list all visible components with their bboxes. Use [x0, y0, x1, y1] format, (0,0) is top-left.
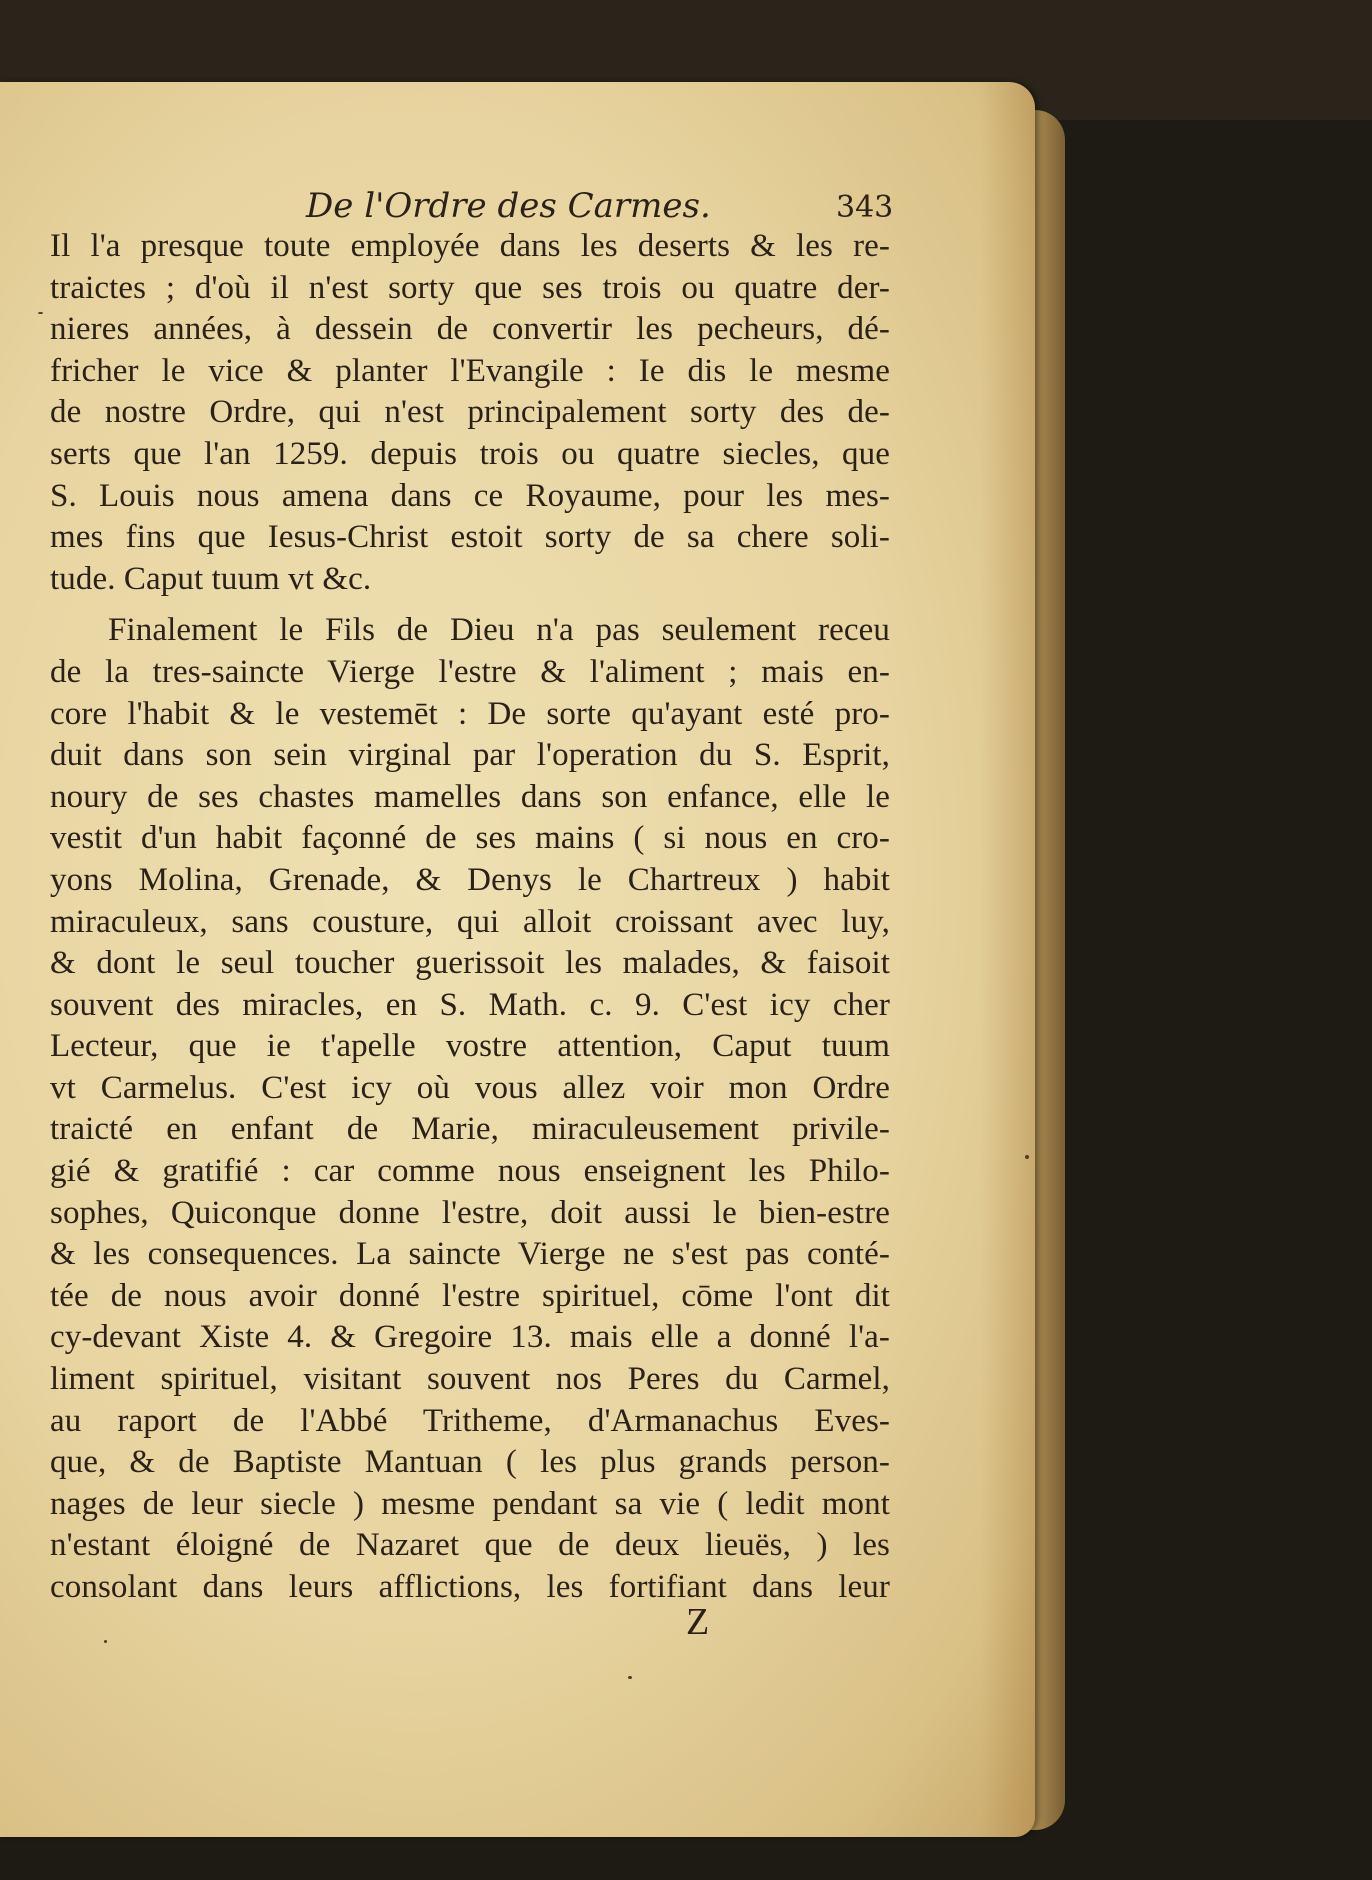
text-line: duit dans son sein virginal par l'operation du S. Esprit, [50, 737, 890, 774]
text-line: vt Carmelus. C'est icy où vous allez voir mon Ordre [50, 1069, 890, 1106]
text-line: n'estant éloigné de Nazaret que de deux lieuës, ) les [50, 1527, 890, 1564]
text-line: nages de leur siecle ) mesme pendant sa vie ( ledit mont [50, 1485, 890, 1522]
text-line: cy-devant Xiste 4. & Gregoire 13. mais elle a donné l'a- [50, 1319, 890, 1356]
text-line: Il l'a presque toute employée dans les deserts & les re- [50, 228, 890, 264]
text-line: miraculeux, sans cousture, qui alloit croissant avec luy, [50, 903, 890, 940]
text-line: noury de ses chastes mamelles dans son enfance, elle le [50, 778, 890, 815]
text-line: au raport de l'Abbé Tritheme, d'Armanachus Eves- [50, 1402, 890, 1439]
text-line: nieres années, à dessein de convertir les pecheurs, dé- [50, 311, 890, 348]
text-line: liment spirituel, visitant souvent nos Peres du Carmel, [50, 1361, 890, 1398]
text-line: gié & gratifié : car comme nous enseignent les Philo- [50, 1153, 890, 1190]
text-line: Lecteur, que ie t'apelle vostre attention, Caput tuum [50, 1028, 890, 1065]
text-line: tude. Caput tuum vt &c. [50, 560, 372, 597]
text-line: fricher le vice & planter l'Evangile : Ie dis le mesme [50, 352, 890, 389]
ink-speck [38, 312, 43, 314]
text-line: traicté en enfant de Marie, miraculeusement privile- [50, 1111, 890, 1148]
text-line: souvent des miracles, en S. Math. c. 9. C'est icy cher [50, 986, 890, 1023]
body-text [50, 226, 890, 1609]
text-line: consolant dans leurs afflictions, les fortifiant dans leur [50, 1569, 890, 1605]
text-line: que, & de Baptiste Mantuan ( les plus grands person- [50, 1444, 890, 1481]
text-line: S. Louis nous amena dans ce Royaume, pour les mes- [50, 477, 890, 514]
text-line: sophes, Quiconque donne l'estre, doit aussi le bien-estre [50, 1194, 890, 1231]
text-line: de nostre Ordre, qui n'est principalement sorty des de- [50, 394, 890, 431]
running-title: De l'Ordre des Carmes. [306, 186, 711, 226]
page-number: 343 [836, 190, 894, 225]
text-line: & les consequences. La saincte Vierge ne s'est pas conté- [50, 1236, 890, 1273]
text-line: core l'habit & le vestemēt : De sorte qu'ayant esté pro- [50, 695, 890, 732]
text-line: mes fins que Iesus-Christ estoit sorty de sa chere soli- [50, 519, 890, 556]
text-line: traictes ; d'où il n'est sorty que ses trois ou quatre der- [50, 269, 890, 306]
ink-speck [1025, 1155, 1029, 1159]
text-line: tée de nous avoir donné l'estre spirituel, cōme l'ont dit [50, 1277, 890, 1314]
text-line: serts que l'an 1259. depuis trois ou quatre siecles, que [50, 435, 890, 472]
signature-mark: Z [686, 1601, 711, 1643]
text-line: vestit d'un habit façonné de ses mains ( si nous en cro- [50, 820, 890, 857]
page-edge-stain [980, 82, 1035, 1837]
text-line: Finalement le Fils de Dieu n'a pas seulement receu [108, 612, 890, 649]
text-line: de la tres-saincte Vierge l'estre & l'aliment ; mais en- [50, 653, 890, 690]
ink-speck [628, 1676, 632, 1679]
text-line: yons Molina, Grenade, & Denys le Chartreux ) habit [50, 861, 890, 898]
text-line: & dont le seul toucher guerissoit les malades, & faisoit [50, 945, 890, 982]
ink-speck [104, 1640, 107, 1643]
